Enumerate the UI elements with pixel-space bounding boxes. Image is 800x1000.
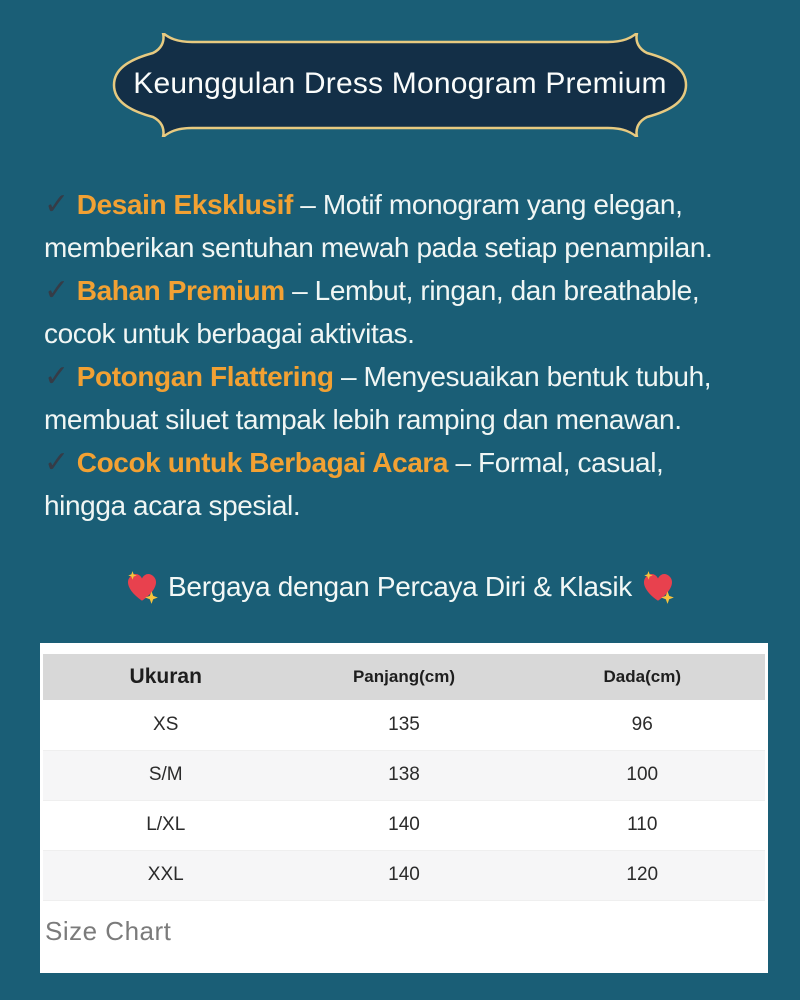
check-icon: ✓ bbox=[44, 446, 69, 479]
check-icon: ✓ bbox=[44, 360, 69, 393]
feature-title: Desain Eksklusif bbox=[76, 189, 293, 220]
length-cell: 140 bbox=[288, 850, 519, 900]
check-icon: ✓ bbox=[44, 274, 69, 307]
feature-title: Cocok untuk Berbagai Acara bbox=[76, 447, 449, 478]
feature-desc: – Menyesuaikan bentuk tubuh, membuat siluet tampak lebih ramping dan menawan. bbox=[44, 361, 712, 435]
feature-item bbox=[44, 183, 744, 269]
feature-item bbox=[44, 441, 744, 527]
feature-title: Potongan Flattering bbox=[76, 361, 334, 392]
table-row bbox=[43, 800, 765, 850]
title-badge bbox=[100, 33, 700, 137]
feature-list bbox=[44, 183, 744, 527]
size-chart-panel bbox=[40, 643, 768, 973]
chest-cell: 100 bbox=[520, 750, 766, 800]
size-cell: S/M bbox=[43, 750, 288, 800]
tagline-text: Bergaya dengan Percaya Diri & Klasik bbox=[168, 571, 632, 602]
table-row bbox=[43, 750, 765, 800]
feature-desc: – Lembut, ringan, dan breathable, cocok untuk berbagai aktivitas. bbox=[44, 275, 700, 349]
chest-cell: 120 bbox=[520, 850, 766, 900]
length-cell: 140 bbox=[288, 800, 519, 850]
feature-item bbox=[44, 355, 744, 441]
feature-desc: – Motif monogram yang elegan, memberikan sentuhan mewah pada setiap penampilan. bbox=[44, 189, 713, 263]
size-cell: L/XL bbox=[43, 800, 288, 850]
column-header-panjang: Panjang(cm) bbox=[288, 654, 519, 700]
feature-item bbox=[44, 269, 744, 355]
length-cell: 138 bbox=[288, 750, 519, 800]
table-header-row bbox=[43, 654, 765, 700]
chest-cell: 96 bbox=[520, 700, 766, 750]
size-cell: XXL bbox=[43, 850, 288, 900]
feature-desc: – Formal, casual, hingga acara spesial. bbox=[44, 447, 664, 521]
sparkling-heart-icon bbox=[639, 568, 677, 606]
chest-cell: 110 bbox=[520, 800, 766, 850]
length-cell: 135 bbox=[288, 700, 519, 750]
check-icon: ✓ bbox=[44, 188, 69, 221]
page-title: Keunggulan Dress Monogram Premium bbox=[133, 67, 667, 100]
feature-title: Bahan Premium bbox=[76, 275, 285, 306]
table-row bbox=[43, 700, 765, 750]
size-chart-caption: Size Chart bbox=[45, 915, 172, 946]
size-cell: XS bbox=[43, 700, 288, 750]
column-header-ukuran: Ukuran bbox=[43, 654, 288, 700]
size-chart-table bbox=[43, 654, 765, 901]
column-header-dada: Dada(cm) bbox=[520, 654, 766, 700]
sparkling-heart-icon bbox=[123, 568, 161, 606]
tagline bbox=[0, 565, 800, 609]
table-row bbox=[43, 850, 765, 900]
